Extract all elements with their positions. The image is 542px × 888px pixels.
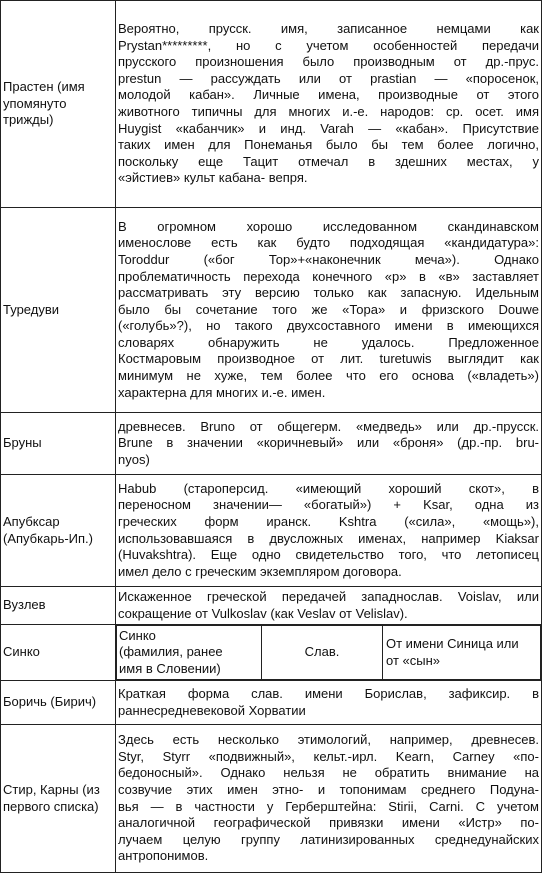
etymology-cell [116,208,542,413]
text-line: Вероятно, прусск. имя, записанное немцами как [118,21,539,37]
text-line: древнесев. Bruno от общегерм. «медведь» или др.-прусск. [118,418,539,434]
name-cell [1,1,116,208]
name-line: трижды) [3,112,54,128]
name-line: Прастен (имя [3,79,85,95]
etymology-cell [116,725,542,873]
split-cell [116,625,542,681]
text-line: Huygist «кабанчик» и инд. Varah — «кабан». Присутствие [118,120,539,136]
table-row [1,475,542,587]
table-row [1,1,542,208]
table-row [1,587,542,625]
text-line: сокращение от Vulkoslav (как Veslav от Velislav). [118,605,408,621]
text-line: бедоносный». Однако нельзя не обратить внимание на [118,765,539,781]
text-line: («голубь»?), но такого двухсоставного имени в имеющихся [118,318,539,334]
text-line: греческих форм иранск. Kshtra («сила», «мощь»), [118,513,539,529]
sub-line: от «сын» [386,652,440,668]
text-line: аналогичной географической привязки имени «Истр» по- [118,815,539,831]
name-line: Апубксар [3,513,60,529]
text-line: Habub (староперсид. «имеющий хороший скот», в [118,480,539,496]
text-line: рассматривать эту версию только как запасную. Идельным [118,285,539,301]
text-line: nyos) [118,451,150,467]
name-cell [1,208,116,413]
text-line: «эйстиев» культ кабана- вепря. [118,170,308,186]
etymology-cell [116,475,542,587]
text-line: вья — в частности у Герберштейна: Stirii, Carni. С учетом [118,798,539,814]
sub-cell-language: Слав. [262,626,383,680]
table-row [1,208,542,413]
name-line: Туредуви [3,301,59,317]
table-row [1,625,542,681]
text-line: поскольку еще Тацит отмечал в здешних местах, у [118,153,539,169]
name-line: Синко [3,644,40,660]
etymology-cell [116,413,542,475]
text-line: проблематичность перехода конечного «р» в «в» заставляет [118,268,539,284]
sub-line: От имени Синица или [386,635,519,651]
sub-cell-origin [383,626,541,680]
name-line: первого списка) [3,798,99,814]
text-line: переносном значении— «богатый») + Ksar, одна из [118,497,539,513]
sub-cell-name-note [117,626,262,680]
name-cell [1,587,116,625]
name-line: (Апубкарь-Ип.) [3,530,93,546]
text-line: молодой кабан». Личные имена, производные от этого [118,87,539,103]
text-line: Здесь есть несколько этимологий, например, древнесев. [118,732,539,748]
name-line: Боричь (Бирич) [3,694,97,710]
table-row [1,413,542,475]
name-cell [1,681,116,725]
text-line: имел дело с греческим экземпляром договора. [118,563,402,579]
text-line: prestun — рассуждать или от prastian — «поросенок, [118,70,539,86]
text-line: В огромном хорошо исследованном скандинавском [118,218,539,234]
sub-table [116,625,541,680]
name-cell [1,725,116,873]
etymology-cell [116,681,542,725]
text-line: Искаженное греческой передачей западнослав. Voislav, или [118,588,539,604]
name-line: Вузлев [3,597,46,613]
name-cell [1,475,116,587]
text-line: использовавшаяся в двусложных именах, например Kiaksar [118,530,539,546]
text-line: минимум не хуже, тем более что его основа («владеть») [118,368,539,384]
text-line: Styr, Styrr «подвижный», кельт.-ирл. Kearn, Carney «по- [118,748,539,764]
text-line: Prystan*********, но с учетом особенностей передачи [118,37,539,53]
name-cell [1,625,116,681]
sub-line: имя в Словении) [119,660,221,676]
text-line: антропонимов. [118,848,209,864]
etymology-cell [116,1,542,208]
table-row [1,681,542,725]
name-cell [1,413,116,475]
name-line: Стир, Карны (из [3,781,100,797]
text-line: было бы сочетание того же «Тора» и фризского Douwe [118,301,539,317]
text-line: таких имен для Понеманья было бы тем более логично, [118,137,539,153]
text-line: созвучие этих имен этно- и топонимам среднего Подуна- [118,781,539,797]
text-line: (Huvakshtra). Еще одно свидетельство того, что летописец [118,547,539,563]
text-line: прусского произношения было производным от др.-прус. [118,54,539,70]
etymology-cell [116,587,542,625]
name-line: Бруны [3,435,42,451]
text-line: животного типичны для многих и.-е. народов: ср. осет. имя [118,104,539,119]
text-line: именослове есть как будто подходящая «кандидатура»: [118,235,539,251]
sub-line: Синко [119,627,156,643]
text-line: Brune в значении «коричневый» или «броня» (др.-пр. bru- [118,435,539,451]
table-row [1,725,542,873]
text-line: словарях обнаружить не удалось. Предложенное [118,334,539,350]
text-line: характерна для многих и.-е. имен. [118,384,326,400]
sub-line: (фамилия, ранее [119,644,223,660]
text-line: Костмаровым производное от лит. turetuwis выглядит как [118,351,539,367]
text-line: раннесредневековой Хорватии [118,702,306,718]
text-line: лучаем целую группу латинизированных среднедунайских [118,831,539,847]
text-line: Краткая форма слав. имени Борислав, зафиксир. в [118,685,539,701]
name-line: упомянуто [3,95,67,111]
text-line: Toroddur («бог Тор»+«наконечник меча»). Однако [118,251,539,267]
